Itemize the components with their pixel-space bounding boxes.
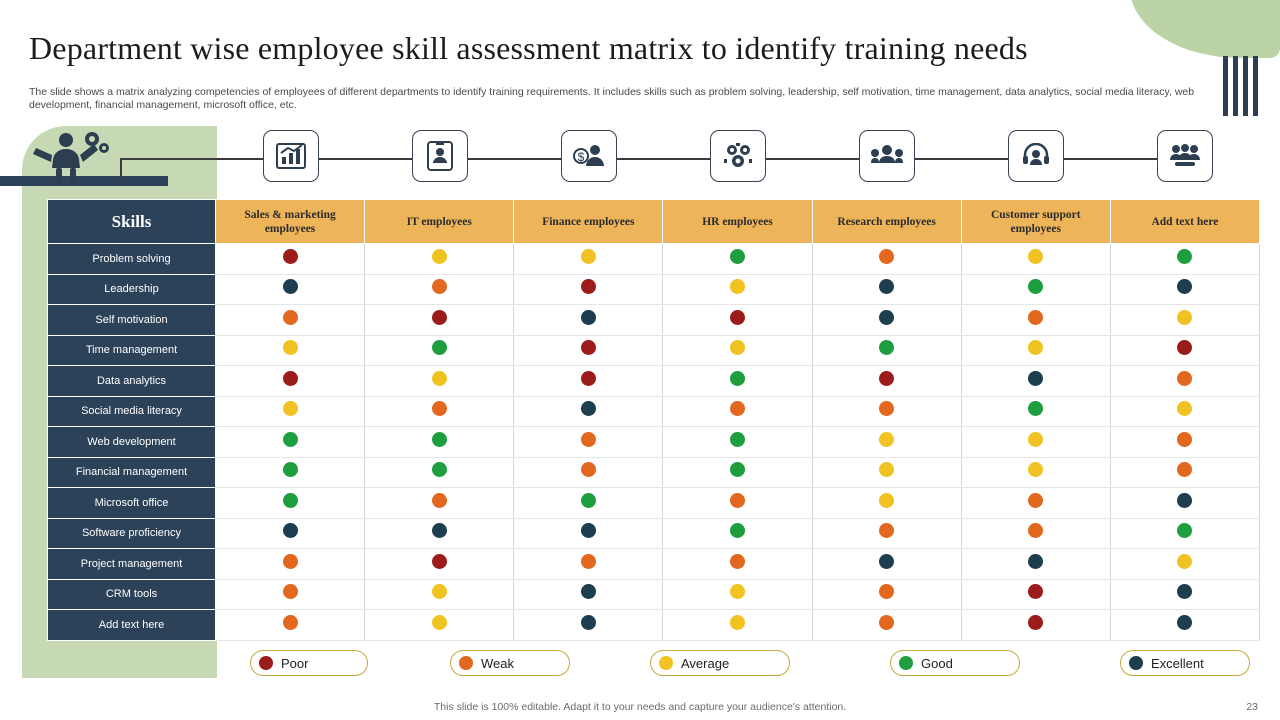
rating-dot-poor: [581, 340, 596, 355]
chart-growth-icon: [263, 130, 319, 182]
rating-dot-excellent: [581, 401, 596, 416]
rating-cell: [216, 457, 365, 488]
rating-dot-weak: [879, 615, 894, 630]
rating-cell: [1110, 305, 1259, 336]
rating-dot-average: [283, 340, 298, 355]
legend-item-weak: [450, 650, 570, 676]
rating-dot-weak: [1028, 523, 1043, 538]
rating-dot-poor: [1028, 584, 1043, 599]
table-row: [48, 610, 1260, 641]
rating-cell: [663, 396, 812, 427]
rating-dot-excellent: [1177, 493, 1192, 508]
skill-matrix: [47, 199, 1260, 641]
table-body: [48, 244, 1260, 641]
rating-cell: [514, 610, 663, 641]
rating-dot-average: [879, 432, 894, 447]
rating-cell: [514, 457, 663, 488]
rating-dot-weak: [581, 432, 596, 447]
rating-dot-good: [283, 462, 298, 477]
rating-cell: [365, 579, 514, 610]
table-row: [48, 366, 1260, 397]
rating-dot-weak: [879, 584, 894, 599]
rating-cell: [216, 579, 365, 610]
rating-cell: [663, 610, 812, 641]
rating-dot-excellent: [581, 310, 596, 325]
rating-dot-good: [581, 493, 596, 508]
legend-dot-average: [659, 656, 673, 670]
rating-dot-poor: [283, 249, 298, 264]
skill-row-label: Financial management: [48, 457, 216, 488]
rating-cell: [812, 488, 961, 519]
rating-dot-poor: [432, 310, 447, 325]
rating-cell: [216, 366, 365, 397]
rating-dot-average: [581, 249, 596, 264]
table-row: [48, 457, 1260, 488]
rating-cell: [663, 244, 812, 275]
support-headset-icon: [1008, 130, 1064, 182]
rating-dot-weak: [730, 554, 745, 569]
skill-row-label: Software proficiency: [48, 518, 216, 549]
rating-dot-poor: [1028, 615, 1043, 630]
rating-cell: [961, 610, 1110, 641]
rating-cell: [812, 396, 961, 427]
rating-cell: [514, 427, 663, 458]
rating-dot-average: [1028, 249, 1043, 264]
gears-team-icon: [710, 130, 766, 182]
rating-cell: [812, 549, 961, 580]
legend-label: Good: [921, 655, 953, 671]
rating-dot-poor: [581, 371, 596, 386]
rating-cell: [514, 335, 663, 366]
page-subtitle: The slide shows a matrix analyzing competencies of employees of different departments to identify training requirements. It includes skills such as problem solving, leadership, self motivation, time management, data analytics, social media literacy, web development, financial management, microsoft office, etc.: [29, 86, 1195, 111]
skill-row-label: Self motivation: [48, 305, 216, 336]
rating-cell: [812, 427, 961, 458]
skill-row-label: Project management: [48, 549, 216, 580]
person-gears-icon: [30, 128, 118, 188]
rating-cell: [961, 274, 1110, 305]
rating-dot-excellent: [581, 615, 596, 630]
rating-dot-excellent: [432, 523, 447, 538]
rating-cell: [216, 488, 365, 519]
rating-cell: [514, 396, 663, 427]
legend-item-poor: [250, 650, 368, 676]
rating-dot-weak: [879, 523, 894, 538]
legend-dot-excellent: [1129, 656, 1143, 670]
rating-dot-weak: [432, 279, 447, 294]
legend: [250, 650, 1230, 676]
rating-dot-excellent: [283, 523, 298, 538]
rating-dot-weak: [283, 615, 298, 630]
column-header: Research employees: [812, 200, 961, 244]
rating-dot-average: [879, 462, 894, 477]
table-row: [48, 549, 1260, 580]
rating-cell: [812, 274, 961, 305]
rating-cell: [1110, 274, 1259, 305]
rating-dot-poor: [879, 371, 894, 386]
rating-dot-good: [1177, 249, 1192, 264]
table-row: [48, 305, 1260, 336]
rating-cell: [1110, 579, 1259, 610]
rating-dot-average: [730, 615, 745, 630]
rating-cell: [365, 488, 514, 519]
rating-cell: [1110, 488, 1259, 519]
footer-note: This slide is 100% editable. Adapt it to your needs and capture your audience's attention.: [433, 701, 847, 713]
table-row: [48, 274, 1260, 305]
rating-cell: [216, 610, 365, 641]
rating-dot-good: [730, 523, 745, 538]
rating-cell: [514, 549, 663, 580]
rating-cell: [961, 518, 1110, 549]
rating-cell: [961, 579, 1110, 610]
rating-dot-poor: [730, 310, 745, 325]
rating-cell: [216, 305, 365, 336]
rating-dot-good: [432, 462, 447, 477]
rating-cell: [365, 396, 514, 427]
rating-dot-excellent: [879, 279, 894, 294]
legend-dot-poor: [259, 656, 273, 670]
rating-cell: [812, 335, 961, 366]
rating-dot-good: [432, 432, 447, 447]
rating-dot-good: [1028, 401, 1043, 416]
rating-dot-weak: [1177, 462, 1192, 477]
rating-cell: [514, 274, 663, 305]
handshake-team-icon: [1157, 130, 1213, 182]
rating-dot-average: [432, 615, 447, 630]
rating-dot-average: [1028, 340, 1043, 355]
rating-dot-average: [879, 493, 894, 508]
rating-cell: [663, 457, 812, 488]
rating-dot-average: [1177, 310, 1192, 325]
table-row: [48, 579, 1260, 610]
rating-dot-good: [283, 493, 298, 508]
legend-item-excellent: [1120, 650, 1250, 676]
rating-dot-poor: [432, 554, 447, 569]
rating-dot-weak: [730, 493, 745, 508]
rating-dot-average: [1177, 401, 1192, 416]
rating-dot-poor: [581, 279, 596, 294]
rating-cell: [216, 549, 365, 580]
rating-cell: [961, 457, 1110, 488]
rating-cell: [961, 366, 1110, 397]
rating-cell: [663, 579, 812, 610]
rating-cell: [365, 457, 514, 488]
legend-dot-good: [899, 656, 913, 670]
table-header-row: [48, 200, 1260, 244]
rating-cell: [365, 335, 514, 366]
rating-dot-average: [730, 584, 745, 599]
rating-cell: [663, 549, 812, 580]
table-row: [48, 396, 1260, 427]
legend-label: Weak: [481, 655, 514, 671]
rating-cell: [365, 518, 514, 549]
column-header: Sales & marketing employees: [216, 200, 365, 244]
rating-cell: [216, 427, 365, 458]
table-row: [48, 335, 1260, 366]
skills-header-cell: Skills: [48, 200, 216, 244]
rating-cell: [365, 305, 514, 336]
rating-dot-excellent: [1177, 279, 1192, 294]
finance-person-icon: [561, 130, 617, 182]
rating-dot-average: [730, 340, 745, 355]
person-badge-icon: [412, 130, 468, 182]
rating-dot-weak: [432, 401, 447, 416]
rating-cell: [1110, 427, 1259, 458]
rating-cell: [216, 335, 365, 366]
rating-cell: [216, 396, 365, 427]
rating-dot-good: [1177, 523, 1192, 538]
page-title: Department wise employee skill assessment matrix to identify training needs: [29, 30, 1028, 66]
rating-dot-average: [283, 401, 298, 416]
rating-cell: [663, 335, 812, 366]
rating-dot-excellent: [1177, 584, 1192, 599]
rating-dot-excellent: [879, 554, 894, 569]
table-row: [48, 244, 1260, 275]
rating-dot-good: [879, 340, 894, 355]
rating-cell: [365, 427, 514, 458]
table-row: [48, 488, 1260, 519]
rating-cell: [1110, 549, 1259, 580]
rating-dot-average: [1028, 432, 1043, 447]
hr-people-icon: [859, 130, 915, 182]
rating-dot-excellent: [1028, 554, 1043, 569]
rating-cell: [663, 518, 812, 549]
rating-dot-good: [1028, 279, 1043, 294]
rating-dot-good: [283, 432, 298, 447]
rating-cell: [961, 427, 1110, 458]
rating-cell: [216, 274, 365, 305]
legend-item-average: [650, 650, 790, 676]
rating-dot-good: [730, 432, 745, 447]
page-number: 23: [1246, 701, 1258, 713]
skill-row-label: Data analytics: [48, 366, 216, 397]
column-header: Add text here: [1110, 200, 1259, 244]
skill-row-label: CRM tools: [48, 579, 216, 610]
column-header: Finance employees: [514, 200, 663, 244]
rating-cell: [663, 366, 812, 397]
rating-dot-weak: [879, 401, 894, 416]
rating-dot-weak: [1028, 310, 1043, 325]
rating-cell: [514, 518, 663, 549]
rating-cell: [514, 366, 663, 397]
rating-dot-poor: [283, 371, 298, 386]
rating-cell: [663, 488, 812, 519]
rating-dot-excellent: [879, 310, 894, 325]
skill-matrix-table: [47, 199, 1260, 641]
rating-dot-average: [432, 371, 447, 386]
column-header: HR employees: [663, 200, 812, 244]
rating-dot-weak: [730, 401, 745, 416]
rating-dot-excellent: [581, 584, 596, 599]
skill-row-label: Social media literacy: [48, 396, 216, 427]
skill-row-label: Microsoft office: [48, 488, 216, 519]
rating-dot-weak: [581, 554, 596, 569]
legend-label: Average: [681, 655, 730, 671]
table-row: [48, 427, 1260, 458]
rating-cell: [514, 579, 663, 610]
rating-cell: [1110, 396, 1259, 427]
rating-cell: [812, 366, 961, 397]
rating-cell: [365, 610, 514, 641]
rating-dot-poor: [1177, 340, 1192, 355]
rating-cell: [1110, 366, 1259, 397]
rating-dot-weak: [1177, 371, 1192, 386]
rating-dot-excellent: [1028, 371, 1043, 386]
svg-text:$: $: [577, 150, 585, 164]
rating-cell: [812, 457, 961, 488]
rating-cell: [961, 549, 1110, 580]
rating-dot-weak: [283, 554, 298, 569]
rating-cell: [514, 488, 663, 519]
legend-dot-weak: [459, 656, 473, 670]
rating-cell: [1110, 335, 1259, 366]
rating-dot-average: [1028, 462, 1043, 477]
rating-cell: [961, 244, 1110, 275]
rating-dot-good: [730, 249, 745, 264]
column-header: Customer support employees: [961, 200, 1110, 244]
rating-dot-average: [730, 279, 745, 294]
rating-cell: [663, 305, 812, 336]
rating-cell: [812, 610, 961, 641]
rating-dot-good: [730, 462, 745, 477]
rating-dot-excellent: [581, 523, 596, 538]
rating-cell: [365, 244, 514, 275]
rating-dot-weak: [581, 462, 596, 477]
rating-cell: [961, 335, 1110, 366]
rating-cell: [1110, 610, 1259, 641]
rating-dot-good: [730, 371, 745, 386]
rating-cell: [514, 244, 663, 275]
table-row: [48, 518, 1260, 549]
skill-row-label: Leadership: [48, 274, 216, 305]
rating-cell: [812, 305, 961, 336]
skill-row-label: Time management: [48, 335, 216, 366]
column-header: IT employees: [365, 200, 514, 244]
skill-row-label: Add text here: [48, 610, 216, 641]
rating-cell: [812, 579, 961, 610]
rating-dot-weak: [1177, 432, 1192, 447]
rating-cell: [812, 244, 961, 275]
rating-dot-average: [432, 249, 447, 264]
legend-item-good: [890, 650, 1020, 676]
skill-row-label: Web development: [48, 427, 216, 458]
rating-dot-average: [432, 584, 447, 599]
rating-cell: [663, 274, 812, 305]
rating-cell: [1110, 244, 1259, 275]
rating-dot-weak: [283, 584, 298, 599]
rating-dot-weak: [283, 310, 298, 325]
rating-dot-average: [1177, 554, 1192, 569]
rating-dot-excellent: [283, 279, 298, 294]
rating-dot-weak: [432, 493, 447, 508]
skill-row-label: Problem solving: [48, 244, 216, 275]
icon-connector-stub: [120, 158, 122, 180]
rating-cell: [365, 366, 514, 397]
rating-cell: [1110, 457, 1259, 488]
rating-cell: [365, 549, 514, 580]
rating-dot-weak: [1028, 493, 1043, 508]
rating-dot-weak: [879, 249, 894, 264]
rating-cell: [961, 396, 1110, 427]
rating-cell: [961, 305, 1110, 336]
rating-cell: [961, 488, 1110, 519]
rating-cell: [216, 244, 365, 275]
rating-cell: [663, 427, 812, 458]
legend-label: Excellent: [1151, 655, 1204, 671]
rating-cell: [1110, 518, 1259, 549]
rating-cell: [812, 518, 961, 549]
rating-dot-good: [432, 340, 447, 355]
rating-cell: [216, 518, 365, 549]
legend-label: Poor: [281, 655, 309, 671]
rating-cell: [365, 274, 514, 305]
rating-dot-excellent: [1177, 615, 1192, 630]
rating-cell: [514, 305, 663, 336]
